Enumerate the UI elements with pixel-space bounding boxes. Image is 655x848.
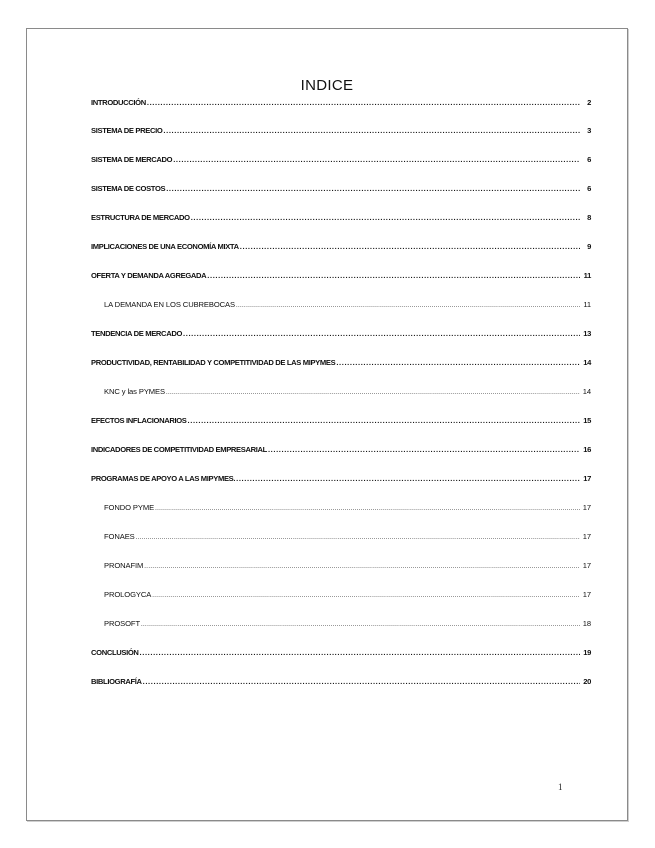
toc-entry-page: 17 bbox=[582, 590, 591, 599]
toc-leader-dots bbox=[207, 271, 580, 280]
toc-entry-label: FONDO PYME bbox=[104, 503, 155, 512]
toc-leader-dots bbox=[268, 445, 580, 454]
toc-subentry-pronafim[interactable] bbox=[91, 561, 591, 573]
toc-entry-page: 18 bbox=[582, 619, 591, 628]
toc-entry-label: PROGRAMAS DE APOYO A LAS MIPYMES. bbox=[91, 474, 236, 483]
toc-entry-label: IMPLICACIONES DE UNA ECONOMÍA MIXTA bbox=[91, 242, 239, 251]
toc-entry-label: OFERTA Y DEMANDA AGREGADA bbox=[91, 271, 207, 280]
toc-leader-dots bbox=[240, 242, 580, 251]
toc-entry-page: 17 bbox=[583, 474, 591, 483]
toc-entry-estructura-de-mercado[interactable] bbox=[91, 213, 591, 225]
toc-entry-label: PROLOGYCA bbox=[104, 590, 152, 599]
toc-entry-sistema-de-precio[interactable] bbox=[91, 126, 591, 138]
toc-entry-page: 6 bbox=[587, 155, 591, 164]
toc-entry-indicadores[interactable] bbox=[91, 445, 591, 457]
toc-entry-label: LA DEMANDA EN LOS CUBREBOCAS bbox=[104, 300, 235, 309]
toc-entry-page: 17 bbox=[582, 503, 591, 512]
toc-entry-page: 2 bbox=[587, 98, 591, 107]
toc-subentry-knc-pymes[interactable] bbox=[91, 387, 591, 399]
toc-entry-page: 17 bbox=[582, 561, 591, 570]
toc-leader-dots bbox=[183, 329, 580, 338]
toc-leader-dots bbox=[140, 648, 580, 657]
toc-subentry-fonaes[interactable] bbox=[91, 532, 591, 544]
toc-entry-label: SISTEMA DE PRECIO bbox=[91, 126, 163, 135]
toc-entry-sistema-de-costos[interactable] bbox=[91, 184, 591, 196]
toc-leader-dots bbox=[166, 387, 580, 396]
toc-leader-dots bbox=[336, 358, 580, 367]
toc-leader-dots bbox=[147, 98, 580, 107]
toc-entry-label: BIBLIOGRAFÍA bbox=[91, 677, 142, 686]
toc-entry-label: INTRODUCCIÓN bbox=[91, 98, 146, 107]
toc-entry-page: 3 bbox=[587, 126, 591, 135]
toc-entry-page: 15 bbox=[583, 416, 591, 425]
toc-entry-page: 8 bbox=[587, 213, 591, 222]
toc-leader-dots bbox=[166, 184, 580, 193]
toc-entry-page: 17 bbox=[582, 532, 591, 541]
toc-entry-label: PROSOFT bbox=[104, 619, 141, 628]
toc-entry-page: 11 bbox=[583, 271, 591, 280]
toc-leader-dots bbox=[155, 503, 580, 512]
toc-entry-conclusion[interactable] bbox=[91, 648, 591, 660]
toc-leader-dots bbox=[236, 474, 580, 483]
toc-entry-programas-de-apoyo[interactable] bbox=[91, 474, 591, 486]
toc-leader-dots bbox=[144, 561, 580, 570]
toc-entry-label: CONCLUSIÓN bbox=[91, 648, 139, 657]
toc-entry-page: 19 bbox=[583, 648, 591, 657]
toc-leader-dots bbox=[163, 126, 580, 135]
toc-entry-page: 11 bbox=[583, 300, 591, 309]
toc-entry-page: 20 bbox=[583, 677, 591, 686]
toc-subentry-demanda-cubrebocas[interactable] bbox=[91, 300, 591, 312]
toc-leader-dots bbox=[188, 416, 580, 425]
page-number: 1 bbox=[558, 782, 563, 792]
toc-leader-dots bbox=[173, 155, 580, 164]
toc-entry-label: FONAES bbox=[104, 532, 135, 541]
toc-entry-productividad[interactable] bbox=[91, 358, 591, 370]
toc-entry-label: TENDENCIA DE MERCADO bbox=[91, 329, 183, 338]
toc-subentry-prosoft[interactable] bbox=[91, 619, 591, 631]
toc-leader-dots bbox=[136, 532, 580, 541]
toc-entry-introduccion[interactable] bbox=[91, 98, 591, 110]
toc-entry-tendencia-de-mercado[interactable] bbox=[91, 329, 591, 341]
toc-leader-dots bbox=[143, 677, 580, 686]
toc-entry-implicaciones[interactable] bbox=[91, 242, 591, 254]
toc-entry-label: PRODUCTIVIDAD, RENTABILIDAD Y COMPETITIVIDAD DE LAS MIPYMES bbox=[91, 358, 336, 367]
toc-subentry-prologyca[interactable] bbox=[91, 590, 591, 602]
toc-entry-page: 9 bbox=[587, 242, 591, 251]
toc-entry-efectos-inflacionarios[interactable] bbox=[91, 416, 591, 428]
toc-entry-page: 14 bbox=[583, 358, 591, 367]
toc-leader-dots bbox=[191, 213, 580, 222]
toc-entry-page: 13 bbox=[583, 329, 591, 338]
toc-entry-page: 6 bbox=[587, 184, 591, 193]
toc-subentry-fondo-pyme[interactable] bbox=[91, 503, 591, 515]
toc-entry-oferta-y-demanda[interactable] bbox=[91, 271, 591, 283]
page-title: INDICE bbox=[300, 77, 354, 94]
toc-leader-dots bbox=[236, 300, 580, 309]
toc-entry-bibliografia[interactable] bbox=[91, 677, 591, 689]
toc-leader-dots bbox=[141, 619, 580, 628]
toc-entry-label: SISTEMA DE COSTOS bbox=[91, 184, 166, 193]
toc-entry-page: 16 bbox=[583, 445, 591, 454]
toc-leader-dots bbox=[152, 590, 580, 599]
toc-entry-label: EFECTOS INFLACIONARIOS bbox=[91, 416, 187, 425]
toc-entry-label: KNC y las PYMES bbox=[104, 387, 165, 396]
toc-entry-sistema-de-mercado[interactable] bbox=[91, 155, 591, 167]
toc-entry-page: 14 bbox=[582, 387, 591, 396]
toc-entry-label: ESTRUCTURA DE MERCADO bbox=[91, 213, 190, 222]
toc-entry-label: INDICADORES DE COMPETITIVIDAD EMPRESARIAL bbox=[91, 445, 267, 454]
document-page bbox=[26, 28, 628, 821]
toc-entry-label: PRONAFIM bbox=[104, 561, 144, 570]
toc-entry-label: SISTEMA DE MERCADO bbox=[91, 155, 173, 164]
